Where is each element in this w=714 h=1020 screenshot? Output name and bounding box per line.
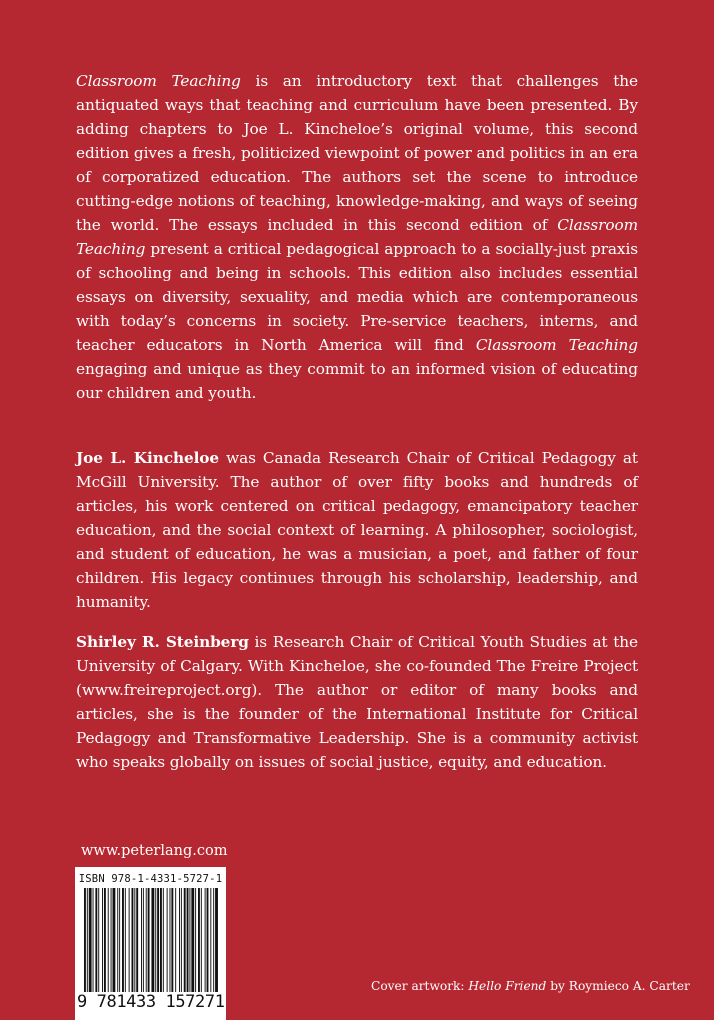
barcode-panel — [75, 867, 226, 1020]
isbn-label: ISBN 978-1-4331-5727-1 — [78, 873, 223, 885]
barcode-digits: 9 781433 157271 — [77, 992, 225, 1012]
author-bio-kincheloe — [76, 446, 638, 614]
barcode-bar — [89, 888, 92, 992]
artwork-title: Hello Friend — [468, 979, 547, 993]
barcode-bar — [205, 888, 206, 992]
barcode-bar — [157, 888, 159, 992]
author-name: Shirley R. Steinberg — [76, 633, 249, 651]
credit-suffix: by Roymieco A. Carter — [546, 979, 690, 993]
barcode-bar — [155, 888, 156, 992]
barcode-bar — [210, 888, 211, 992]
barcode-bar — [184, 888, 186, 992]
barcode-bar — [132, 888, 134, 992]
barcode-bar — [163, 888, 164, 992]
bio-text: is Research Chair of Critical Youth Studies at the University of Calgary. With Kincheloe, she co-founded The Freire Project (www.freireproject.org). The author or editor of many books and articles, she is the founder of the International Institute for Critical Pedagogy and Transformative Leadership. She is a community activist who speaks globally on issues of social justice, equity, and education. — [76, 633, 638, 771]
barcode-bar — [195, 888, 196, 992]
barcode-bar — [108, 888, 109, 992]
barcode-bar — [201, 888, 202, 992]
barcode-bar — [175, 888, 176, 992]
description-text: engaging and unique as they commit to an informed vision of educating our children and youth. — [76, 360, 638, 402]
barcode-bar — [213, 888, 214, 992]
barcode-bar — [119, 888, 120, 992]
book-title-italic: Classroom Teaching — [76, 216, 638, 258]
barcode-bar — [84, 888, 86, 992]
barcode-bar — [98, 888, 99, 992]
barcode-bar — [104, 888, 106, 992]
barcode-bar — [87, 888, 88, 992]
barcode-bar — [136, 888, 138, 992]
barcode-bar — [129, 888, 130, 992]
barcode-bar — [113, 888, 116, 992]
barcode-bar — [191, 888, 194, 992]
author-bio-steinberg — [76, 630, 638, 774]
publisher-website: www.peterlang.com — [81, 843, 228, 859]
barcode-bar — [160, 888, 162, 992]
barcode-bar — [189, 888, 190, 992]
barcode-bar — [207, 888, 209, 992]
barcode-icon — [84, 888, 218, 992]
barcode-bar — [198, 888, 200, 992]
barcode-bar — [148, 888, 150, 992]
barcode-bar — [170, 888, 171, 992]
book-title-italic: Classroom Teaching — [76, 72, 241, 90]
barcode-bar — [125, 888, 126, 992]
barcode-bar — [134, 888, 135, 992]
barcode-bar — [215, 888, 218, 992]
barcode-bar — [167, 888, 168, 992]
barcode-bar — [141, 888, 142, 992]
barcode-bar — [187, 888, 189, 992]
barcode-bar — [171, 888, 173, 992]
description-text: present a critical pedagogical approach to a socially-just praxis of schooling and being in schools. This edition also includes essential essays on diversity, sexuality, and media which are contemporaneous with today’s concerns in society. Pre-service teachers, interns, and teacher educators in North America will find — [76, 240, 638, 354]
cover-artwork-credit — [371, 979, 690, 993]
barcode-bar — [181, 888, 182, 992]
credit-prefix: Cover artwork: — [371, 979, 469, 993]
barcode-bar — [122, 888, 124, 992]
barcode-bar — [146, 888, 147, 992]
barcode-bar — [93, 888, 94, 992]
bio-text: was Canada Research Chair of Critical Pedagogy at McGill University. The author of over fifty books and hundreds of articles, his work centered on critical pedagogy, emancipatory teacher education, and the social context of learning. A philosopher, sociologist, and student of education, he was a musician, a poet, and father of four children. His legacy continues through his scholarship, leadership, and humanity. — [76, 449, 638, 611]
book-title-italic: Classroom Teaching — [475, 336, 638, 354]
author-name: Joe L. Kincheloe — [76, 449, 220, 467]
barcode-bar — [179, 888, 180, 992]
description-text: is an introductory text that challenges the antiquated ways that teaching and curriculum have been presented. By adding chapters to Joe L. Kincheloe’s original volume, this second edition gives a fresh, politicized viewpoint of power and politics in an era of corporatized education. The authors set the scene to introduce cutting-edge notions of teaching, knowledge-making, and ways of seeing the world. The essays included in this second edition of — [76, 72, 638, 234]
barcode-bar — [143, 888, 144, 992]
barcode-bar — [117, 888, 118, 992]
barcode-bar — [95, 888, 97, 992]
barcode-bar — [151, 888, 154, 992]
book-description — [76, 69, 638, 405]
barcode-bar — [111, 888, 112, 992]
barcode-bar — [102, 888, 103, 992]
